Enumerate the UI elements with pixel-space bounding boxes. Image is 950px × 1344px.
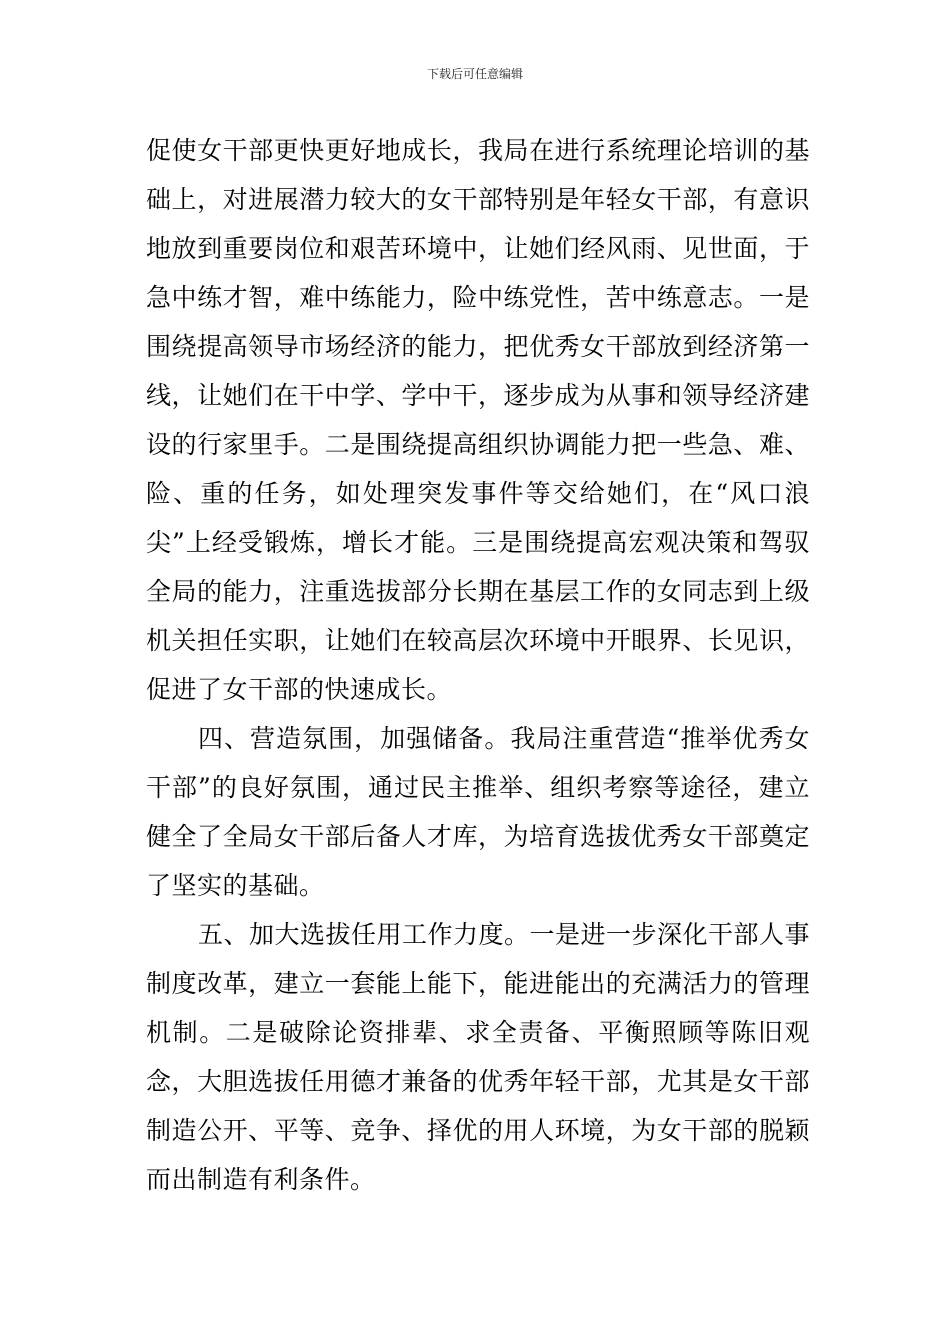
document-body xyxy=(146,126,810,1204)
paragraph-section-four: 四、营造氛围，加强储备。我局注重营造“推举优秀女干部”的良好氛围，通过民主推举、组织考察等途径，建立健全了全局女干部后备人才库，为培育选拔优秀女干部奠定了坚实的基础。 xyxy=(146,724,810,900)
paragraph-section-five: 五、加大选拔任用工作力度。一是进一步深化干部人事制度改革，建立一套能上能下，能进能出的充满活力的管理机制。二是破除论资排辈、求全责备、平衡照顾等陈旧观念，大胆选拔任用德才兼备的优秀年轻干部，尤其是女干部制造公开、平等、竞争、择优的用人环境，为女干部的脱颖而出制造有利条件。 xyxy=(146,920,811,1194)
paragraph-continuation: 促使女干部更快更好地成长，我局在进行系统理论培训的基础上，对进展潜力较大的女干部特别是年轻女干部，有意识地放到重要岗位和艰苦环境中，让她们经风雨、见世面，于急中练才智，难中练能力，险中练党性，苦中练意志。一是围绕提高领导市场经济的能力，把优秀女干部放到经济第一线，让她们在干中学、学中干，逐步成为从事和领导经济建设的行家里手。二是围绕提高组织协调能力把一些急、难、险、重的任务，如处理突发事件等交给她们，在“风口浪尖”上经受锻炼，增长才能。三是围绕提高宏观决策和驾驭全局的能力，注重选拔部分长期在基层工作的女同志到上级机关担任实职，让她们在较高层次环境中开眼界、长见识，促进了女干部的快速成长。 xyxy=(146,136,810,704)
header-note: 下载后可任意编辑 xyxy=(426,67,523,81)
